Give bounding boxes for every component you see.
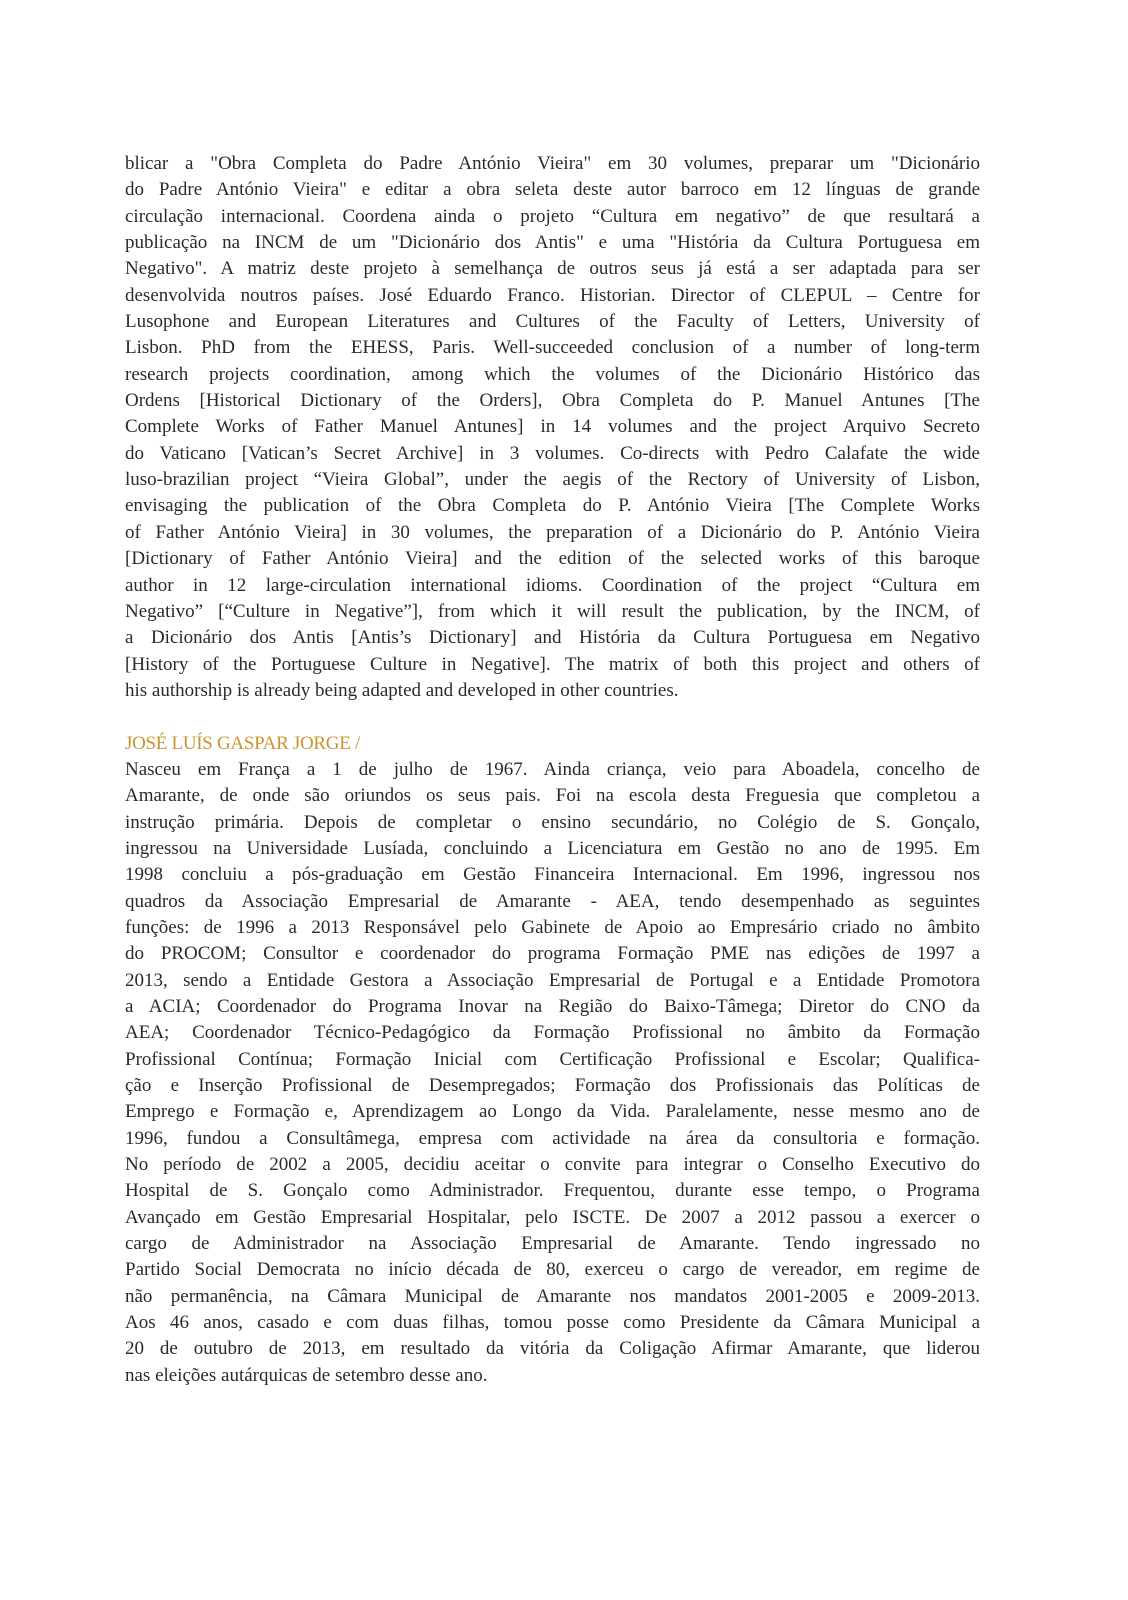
text-line: Lusophone and European Literatures and Cultures of the Faculty of Letters, University of (125, 311, 980, 333)
text-line: ingressou na Universidade Lusíada, concluindo a Licenciatura em Gestão no ano de 1995. Em (125, 837, 980, 859)
text-line: Nasceu em França a 1 de julho de 1967. Ainda criança, veio para Aboadela, concelho de (125, 758, 980, 780)
text-line: Emprego e Formação e, Aprendizagem ao Longo da Vida. Paralelamente, nesse mesmo ano de (125, 1101, 980, 1123)
text-line: funções: de 1996 a 2013 Responsável pelo Gabinete de Apoio ao Empresário criado no âmbito (125, 916, 980, 938)
section-heading: JOSÉ LUÍS GASPAR JORGE / (125, 732, 360, 754)
text-line: Ordens [Historical Dictionary of the Orders], Obra Completa do P. Manuel Antunes [The (125, 390, 980, 412)
text-line: Hospital de S. Gonçalo como Administrador. Frequentou, durante esse tempo, o Programa (125, 1180, 980, 1202)
text-line: No período de 2002 a 2005, decidiu aceitar o convite para integrar o Conselho Executivo do (125, 1154, 980, 1176)
text-line: research projects coordination, among which the volumes of the Dicionário Histórico das (125, 363, 980, 385)
text-line: AEA; Coordenador Técnico-Pedagógico da Formação Profissional no âmbito da Formação (125, 1022, 980, 1044)
text-line: blicar a "Obra Completa do Padre António Vieira" em 30 volumes, preparar um "Dicionário (125, 153, 980, 174)
paragraph-bio-jorge (125, 757, 980, 1389)
text-line: Avançado em Gestão Empresarial Hospitalar, pelo ISCTE. De 2007 a 2012 passou a exercer o (125, 1206, 980, 1228)
document-page (125, 151, 980, 1389)
text-line: do PROCOM; Consultor e coordenador do programa Formação PME nas edições de 1997 a (125, 943, 980, 965)
text-line: a Dicionário dos Antis [Antis’s Dictionary] and História da Cultura Portuguesa em Negativo (125, 627, 980, 649)
text-line: Lisbon. PhD from the EHESS, Paris. Well-succeeded conclusion of a number of long-term (125, 337, 980, 359)
text-line: Amarante, de onde são oriundos os seus pais. Foi na escola desta Freguesia que completou a (125, 785, 980, 807)
text-line: luso-brazilian project “Vieira Global”, under the aegis of the Rectory of University of Lisbon, (125, 469, 980, 491)
text-line: do Padre António Vieira" e editar a obra seleta deste autor barroco em 12 línguas de grande (125, 179, 980, 201)
text-line: Negativo” [“Culture in Negative”], from which it will result the publication, by the INCM, of (125, 600, 980, 622)
text-line: instrução primária. Depois de completar o ensino secundário, no Colégio de S. Gonçalo, (125, 811, 980, 833)
text-line: quadros da Associação Empresarial de Amarante - AEA, tendo desempenhado as seguintes (125, 890, 980, 912)
text-line: circulação internacional. Coordena ainda o projeto “Cultura em negativo” de que resultará a (125, 205, 980, 227)
text-line: Aos 46 anos, casado e com duas filhas, tomou posse como Presidente da Câmara Municipal a (125, 1312, 980, 1334)
text-line: desenvolvida noutros países. José Eduardo Franco. Historian. Director of CLEPUL – Centre for (125, 284, 980, 306)
text-line: nas eleições autárquicas de setembro desse ano. (125, 1364, 488, 1386)
text-line: 20 de outubro de 2013, em resultado da vitória da Coligação Afirmar Amarante, que liderou (125, 1338, 980, 1360)
text-line: Complete Works of Father Manuel Antunes] in 14 volumes and the project Arquivo Secreto (125, 416, 980, 438)
text-line: [History of the Portuguese Culture in Negative]. The matrix of both this project and others of (125, 653, 980, 675)
text-line: Negativo". A matriz deste projeto à semelhança de outros seus já está a ser adaptada para ser (125, 258, 980, 280)
paragraph-bio-franco (125, 151, 980, 704)
text-line: do Vaticano [Vatican’s Secret Archive] in 3 volumes. Co-directs with Pedro Calafate the wide (125, 442, 980, 464)
text-line: não permanência, na Câmara Municipal de Amarante nos mandatos 2001-2005 e 2009-2013. (125, 1285, 980, 1307)
text-line: a ACIA; Coordenador do Programa Inovar na Região do Baixo-Tâmega; Diretor do CNO da (125, 996, 980, 1017)
text-line: 1998 concluiu a pós-graduação em Gestão Financeira Internacional. Em 1996, ingressou nos (125, 864, 980, 886)
text-line: of Father António Vieira] in 30 volumes, the preparation of a Dicionário do P. António Vieira (125, 521, 980, 543)
text-line: Profissional Contínua; Formação Inicial com Certificação Profissional e Escolar; Qualifica- (125, 1048, 980, 1070)
text-line: [Dictionary of Father António Vieira] and the edition of the selected works of this baroque (125, 548, 980, 570)
text-line: ção e Inserção Profissional de Desempregados; Formação dos Profissionais das Políticas de (125, 1075, 980, 1097)
text-line: publicação na INCM de um "Dicionário dos Antis" e uma "História da Cultura Portuguesa em (125, 232, 980, 254)
text-line: Partido Social Democrata no início década de 80, exerceu o cargo de vereador, em regime de (125, 1259, 980, 1281)
text-line: 2013, sendo a Entidade Gestora a Associação Empresarial de Portugal e a Entidade Promotora (125, 969, 980, 991)
text-line: envisaging the publication of the Obra Completa do P. António Vieira [The Complete Works (125, 495, 980, 517)
text-line: his authorship is already being adapted and developed in other countries. (125, 679, 679, 701)
text-line: author in 12 large-circulation international idioms. Coordination of the project “Cultura em (125, 574, 980, 596)
text-line: 1996, fundou a Consultâmega, empresa com actividade na área da consultoria e formação. (125, 1127, 980, 1149)
text-line: cargo de Administrador na Associação Empresarial de Amarante. Tendo ingressado no (125, 1233, 980, 1255)
